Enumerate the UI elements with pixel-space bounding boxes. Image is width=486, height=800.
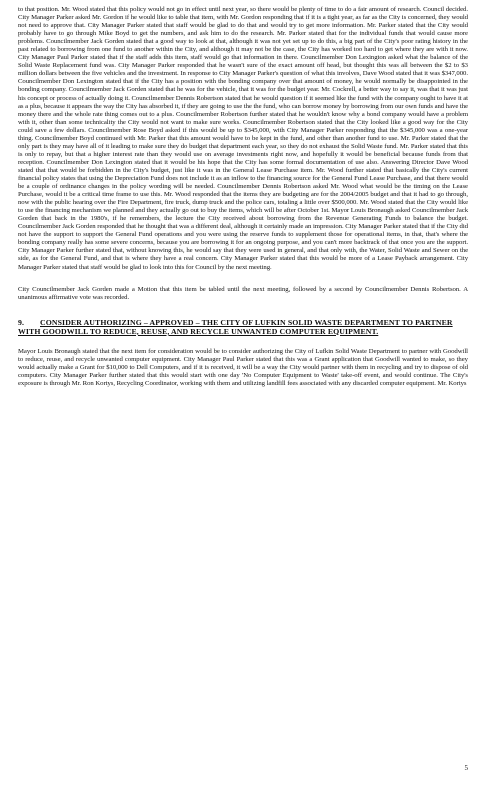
discussion-paragraph: to that position. Mr. Wood stated that this policy would not go in effect until next year, so there would be plenty of time to do a fair amount of research. Council decided. City Manager Parker asked Mr. Gordon if he would like to table that item, with Mr. Gordon responding that if it is a tight year, as far as the City is concerned, they would not need to approve that. City Manager Parker stated that staff would be glad to do that and would try to get more information. Mr. Parker stated that the City would probably have to go through Mike Boyd to get the numbers, and ask him to do the research. Mr. Parker stated that for the individual funds that would cause more problems. Councilmember Jack Gorden stated that a good way to look at that, although it was not yet set up to do this, a big part of the City's poor rating history in the past related to borrowing from one fund to another within the City, and although it may not be the case, the City has worked too hard to get where they are with it now. City Manager Paul Parker stated that if the staff adds this item, staff would go that information in there. Councilmember Don Lexington asked what the balance of the Solid Waste Replacement fund was. City Manager Parker responded that he wasn't sure of the exact amount off head, but thought this was all between the $2 to $3 million dollars between the five vehicles and the investment. In response to City Manager Parker's question of what this involves, Dave Wood stated that it was $347,000. Councilmember Don Lexington stated that if the City has a position with the bonding company over that amount of money, he would normally be disappointed in the bonding company. Councilmember Jack Gorden stated that he was for the vehicle, that it was for the budget year. Mr. Cockrell, a better way to say it, was that it was just his concept or process of actually doing it. Councilmember Dennis Robertson stated that he would question if it seemed like the fund with the company ought to have it at as a plus, because it appears the way the City has absorbed it, if they are going to use the the fund, who can borrow money by borrowing from our own funds and have the money there and the whole rate thing comes out to a plus. Councilmember Robertson further stated that he wouldn't know why a bond company would have a problem with it, other than some technicality the City would not want to make sure works. Councilmember Robertson stated that the City looked like a good way for the City could save a few dollars. Councilmember Rose Boyd asked if this would be up to $345,000, with City Manager Parker responding that the $345,000 was a one-year thing. Councilmember Boyd continued with Mr. Parker that this amount would have to be kept in the fund, and other than another fund to use. Mr. Parker stated that the only part is they may have all of it leading to make sure they do budget that department each year, so they do not exhaust the Solid Waste fund. Mr. Parker stated that this is only to repay, but that a higher interest rate than they would use on average investments right now, and hopefully it would be beneficial because funds from that reception. Councilmember Don Lexington stated that it would be his hope that the City has some formal documentation of use also. Answering Director Dave Wood stated that that would be forbidden in the City's budget, just like it was in the General Lease Purchase item. Mr. Wood further stated that basically the City's current financial policy states that using the Depreciation Fund does not include it as an inflow to the financing source for the General Fund Lease Purchase, and that there would be a couple of ordinance changes in the policy wording will be needed. Councilmember Dennis Robertson asked Mr. Wood what would be the timing on the Lease Purchase, would it be a critical time frame to use this. Mr. Wood responded that the items they are budgeting are for the 2004/2005 budget and that it had to go through, now with the public hearing over the Fire Department, fire truck, dump truck and the police cars, totaling a little over $500,000. Mr. Wood stated that the City would like to use the financing mechanism we planned and they actually go out to buy the items, which will be after October 1st. Mayor Louis Bronaugh asked Councilmember Jack Gorden that back in the 1980's, if he remembers, the lecture the City received about borrowing from the Revenue Generating Funds to balance the budget. Councilmember Jack Gorden responded that he thought that was a different deal, although it certainly made an impression. City Manager Parker stated that if the City did not have the support to support the General Fund operations and you were using the reserve funds to supplement those for operational items, in that, that's where the bonding company really has some severe concerns, because you are borrowing it for an ongoing purpose, and you can't more backtrack of that once you are the support. City Manager Parker further stated that, without knowing this, he would say that they were used in general, and that only with, the Water, Solid Waste and Sewer on the side, as for the General Fund, and that is where they have a real concern. City Manager Parker stated that this would be more of a Lease Payback arrangement. City Manager Parker stated that staff would be glad to look into this for Council by the next meeting. — [18, 6, 468, 271]
motion-paragraph: City Councilmember Jack Gorden made a Motion that this item be tabled until the next meeting, followed by a second by Councilmember Dennis Robertson. A unanimous affirmative vote was recorded. — [18, 285, 468, 301]
agenda-item-heading — [18, 318, 468, 336]
page-number: 5 — [464, 764, 468, 772]
agenda-item-number: 9. — [18, 317, 25, 327]
agenda-item-title: CONSIDER AUTHORIZING – APPROVED – THE CITY OF LUFKIN SOLID WASTE DEPARTMENT TO PARTNER WITH GOODWILL TO REDUCE, REUSE, AND RECYCLE UNWANTED COMPUTER EQUIPMENT. — [18, 317, 453, 336]
item-discussion-paragraph: Mayor Louis Bronaugh stated that the next item for consideration would be to consider authorizing the City of Lufkin Solid Waste Department to partner with Goodwill to reduce, reuse, and recycle unwanted computer equipment. City Manager Paul Parker stated that this was a Grant application that Goodwill wanted to make, so they would actually make a Grant for $10,000 to Dell Computers, and if it is received, it will be a way the City would partner with them in recycling and try to dispose of old computers. City Manager Parker further stated that this would start with one day 'No Computer Equipment to Waste' take-off event, and would continue. The City's exposure is through Mr. Ron Kortys, Recycling Coordinator, working with them and utilizing landfill fees associated with any discarded computer equipment. Mr. Kortys — [18, 347, 468, 387]
